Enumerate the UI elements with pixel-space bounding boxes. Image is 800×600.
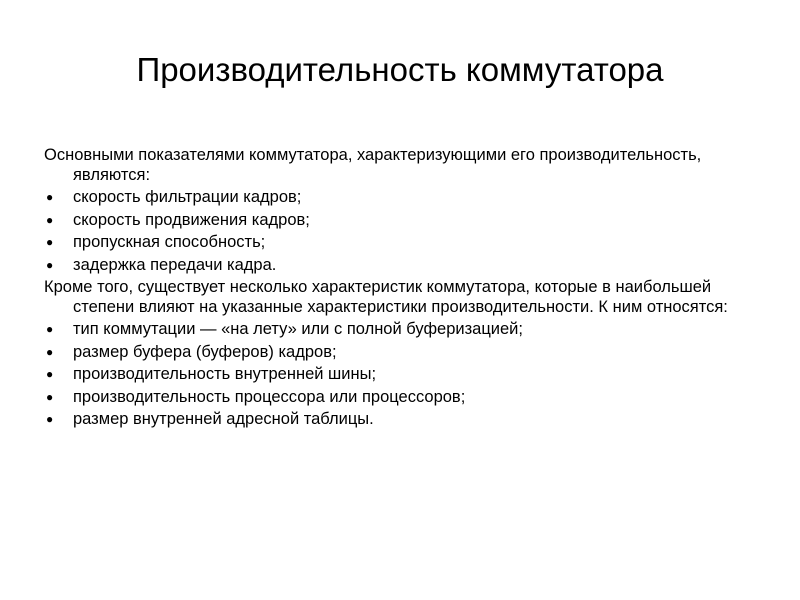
slide-title: Производительность коммутатора [136, 51, 664, 88]
list-item-text: производительность процессора или процессоров; [73, 387, 466, 406]
secondary-paragraph: Кроме того, существует несколько характеристик коммутатора, которые в наибольшей степени влияют на указанные характеристики производительности. К ним относятся: [44, 278, 728, 316]
list-item-text: пропускная способность; [73, 233, 266, 251]
list-item [44, 188, 764, 208]
bullet-icon: ● [46, 412, 54, 426]
list-item-text: скорость продвижения кадров; [73, 210, 310, 229]
bullet-icon: ● [46, 367, 54, 381]
intro-paragraph: Основными показателями коммутатора, характеризующими его производительность, являются: [44, 146, 702, 184]
slide-body [44, 146, 764, 433]
list-item [44, 320, 764, 340]
list-item-text: производительность внутренней шины; [73, 365, 377, 383]
bullet-icon: ● [46, 212, 54, 227]
bullet-icon: ● [46, 190, 54, 204]
metrics-list [44, 188, 764, 275]
list-item [44, 343, 764, 363]
list-item-text: скорость фильтрации кадров; [73, 188, 302, 206]
bullet-icon: ● [46, 389, 54, 404]
list-item-text: тип коммутации — «на лету» или с полной буферизацией; [73, 320, 523, 338]
list-item [44, 365, 764, 385]
list-item-text: размер внутренней адресной таблицы. [73, 410, 374, 428]
list-item [44, 256, 764, 276]
bullet-icon: ● [46, 322, 54, 336]
characteristics-list [44, 320, 764, 430]
bullet-icon: ● [46, 235, 54, 249]
bullet-icon: ● [46, 257, 54, 272]
bullet-icon: ● [46, 344, 54, 359]
list-item [44, 388, 764, 408]
list-item-text: размер буфера (буферов) кадров; [73, 342, 337, 361]
list-item-text: задержка передачи кадра. [73, 255, 277, 274]
list-item [44, 211, 764, 231]
list-item [44, 410, 764, 430]
list-item [44, 233, 764, 253]
